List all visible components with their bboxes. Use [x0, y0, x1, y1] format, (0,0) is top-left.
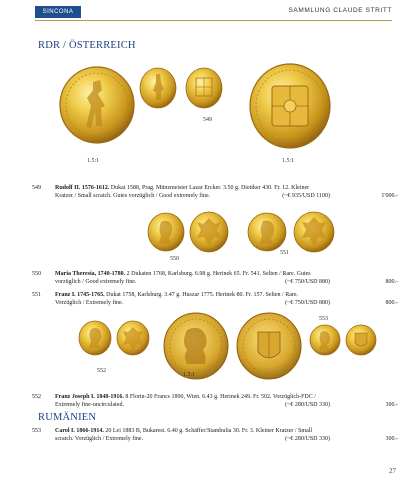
brand-logo: SINCONA: [35, 6, 81, 18]
lot-description-1: 2 Dukaten 1768, Karlsburg. 6.98 g. Herinek 65. Fr. 541. Selten / Rare. Gutes: [126, 271, 311, 277]
lot-estimate: (~€ 750/USD 880): [285, 300, 330, 306]
lot-549: [32, 184, 398, 202]
caption-550: 550: [170, 256, 179, 262]
page-number: 27: [389, 467, 396, 475]
lot-price: 300.-: [385, 402, 398, 408]
lot-description-2: scratch. Vorzüglich / Extremely fine.: [55, 436, 144, 442]
lot-estimate: (~€ 935/USD 1100): [282, 193, 330, 199]
lot-553: [32, 427, 398, 445]
coin-549-obverse-left: [58, 60, 136, 150]
section-title-austria: RDR / ÖSTERREICH: [38, 40, 136, 51]
lot-title: Carol I. 1866-1914.: [55, 428, 104, 434]
lot-550: [32, 270, 398, 288]
caption-549: 549: [203, 117, 212, 123]
coin-549-reverse-right: [248, 60, 332, 152]
caption-552-ratio: 1.5:1: [183, 372, 196, 378]
coin-553-obverse-large: [163, 312, 229, 380]
coin-551-reverse: [293, 210, 335, 254]
lot-price: 800.-: [385, 300, 398, 306]
lot-price: 300.-: [385, 436, 398, 442]
lot-title: Maria Theresia, 1740-1780.: [55, 271, 126, 277]
lot-551: [32, 291, 398, 309]
coin-553-obverse-small: [309, 324, 341, 356]
coin-553-reverse-large: [236, 312, 302, 380]
lot-number: 551: [32, 292, 41, 298]
lot-description-2: vorzüglich / Good extremely fine.: [55, 279, 137, 285]
coin-549-obverse-small: [138, 62, 178, 114]
lot-description-1: Dukat 1758, Karlsburg. 3.47 g. Huszar 1775. Herinek 80. Fr. 157. Selten / Rare.: [106, 292, 299, 298]
section-title-romania: RUMÄNIEN: [38, 412, 97, 423]
coin-552-obverse: [78, 320, 112, 356]
lot-description-2: Vorzüglich / Extremely fine.: [55, 300, 124, 306]
lot-description-2: Extremely fine-uncirculated.: [55, 402, 124, 408]
coin-552-reverse: [116, 320, 150, 356]
lot-description-2: Kratzer / Small scratch. Gutes vorzüglich / Good extremely fine.: [55, 193, 211, 199]
caption-549-ratio-right: 1.5:1: [282, 158, 295, 164]
caption-551: 551: [280, 250, 289, 256]
lot-number: 549: [32, 185, 41, 191]
lot-estimate: (~€ 280/USD 330): [285, 436, 330, 442]
coin-551-obverse: [247, 212, 287, 252]
coin-550-reverse: [189, 210, 229, 254]
lot-description-1: 8 Florin-20 Francs 1890, Wien. 6.43 g. Herinek 249. Fr. 502. Vorzüglich-FDC /: [125, 394, 316, 400]
caption-552: 552: [97, 368, 106, 374]
lot-number: 550: [32, 271, 41, 277]
lot-description-1: 20 Lei 1883 B, Bukarest. 6.40 g. Schäffer/Stambulia 30. Fr. 3. Kleiner Kratzer / Small: [105, 428, 313, 434]
lot-description-1: Dukat 1588, Prag. Münzmeister Lazar Ercker. 3.50 g. Dietiker 430. Fr. 12. Kleiner: [110, 185, 310, 191]
lot-price: 1'000.-: [381, 193, 398, 199]
lot-number: 552: [32, 394, 41, 400]
lot-number: 553: [32, 428, 41, 434]
lot-552: [32, 393, 398, 411]
caption-553: 553: [319, 316, 328, 322]
coin-553-reverse-small: [345, 324, 377, 356]
lot-title: Franz Joseph I. 1848-1916.: [55, 394, 124, 400]
lot-estimate: (~€ 750/USD 880): [285, 279, 330, 285]
collection-title: SAMMLUNG CLAUDE STRITT: [288, 7, 392, 14]
lot-price: 800.-: [385, 279, 398, 285]
caption-549-ratio-left: 1.5:1: [87, 158, 100, 164]
lot-estimate: (~€ 280/USD 330): [285, 402, 330, 408]
lot-title: Franz I. 1745-1765.: [55, 292, 105, 298]
coin-549-reverse-small: [184, 62, 224, 114]
coin-550-obverse: [147, 212, 185, 252]
lot-title: Rudolf II. 1576-1612.: [55, 185, 110, 191]
